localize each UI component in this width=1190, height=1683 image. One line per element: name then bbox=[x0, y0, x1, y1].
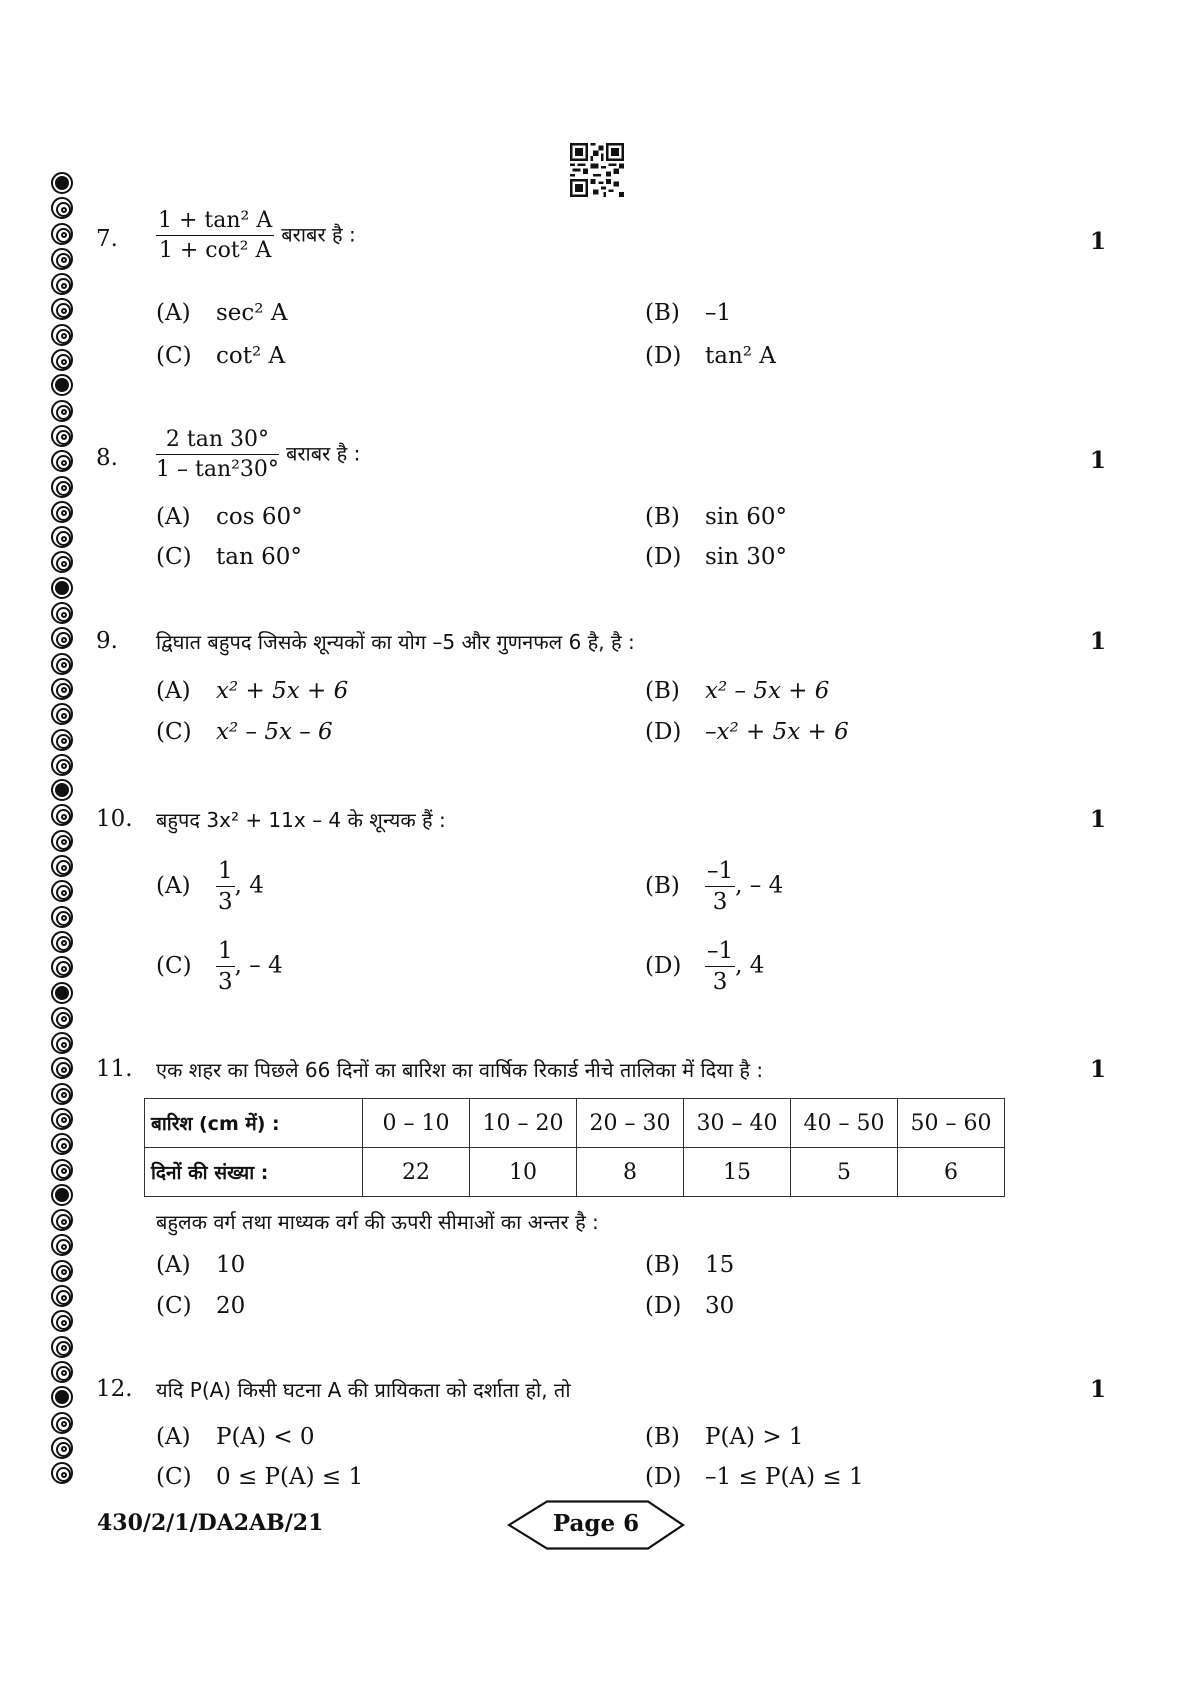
concentric-circle-icon bbox=[51, 1108, 73, 1130]
question-text: द्विघात बहुपद जिसके शून्यकों का योग –5 और गुणनफल 6 है, है : bbox=[156, 630, 635, 654]
concentric-circle-icon bbox=[51, 956, 73, 978]
option-b[interactable] bbox=[645, 678, 829, 704]
concentric-circle-icon bbox=[51, 450, 73, 472]
concentric-circle-icon bbox=[51, 1260, 73, 1282]
question-subtext: बहुलक वर्ग तथा माध्यक वर्ग की ऊपरी सीमाओं का अन्तर है : bbox=[156, 1210, 599, 1234]
option-label: (A) bbox=[156, 678, 191, 704]
concentric-circle-icon bbox=[51, 602, 73, 624]
option-text: 0 ≤ P(A) ≤ 1 bbox=[216, 1464, 364, 1490]
option-b[interactable] bbox=[645, 858, 783, 915]
option-b[interactable] bbox=[645, 1424, 804, 1450]
concentric-circle-icon bbox=[51, 1285, 73, 1307]
option-b[interactable] bbox=[645, 1252, 734, 1278]
concentric-circle-icon bbox=[51, 349, 73, 371]
option-text: P(A) > 1 bbox=[705, 1424, 804, 1450]
table-row bbox=[145, 1099, 1005, 1148]
fraction bbox=[705, 858, 735, 915]
option-text: x² – 5x – 6 bbox=[216, 719, 333, 745]
option-label: (B) bbox=[645, 300, 680, 326]
question-number: 10. bbox=[96, 806, 133, 832]
concentric-circle-icon bbox=[51, 197, 73, 219]
option-text: tan² A bbox=[705, 343, 776, 369]
question-number: 7. bbox=[96, 226, 118, 252]
fraction-numerator: 1 bbox=[216, 858, 235, 887]
question-text: एक शहर का पिछले 66 दिनों का बारिश का वार्षिक रिकार्ड नीचे तालिका में दिया है : bbox=[156, 1058, 764, 1082]
marks: 1 bbox=[1090, 1056, 1107, 1083]
option-text: 10 bbox=[216, 1252, 246, 1278]
marks: 1 bbox=[1090, 447, 1107, 474]
table-cell: 15 bbox=[684, 1148, 791, 1197]
table-cell: 10 – 20 bbox=[470, 1099, 577, 1148]
question-number: 11. bbox=[96, 1056, 133, 1082]
table-cell: 0 – 10 bbox=[363, 1099, 470, 1148]
concentric-circle-icon bbox=[51, 1437, 73, 1459]
fraction bbox=[216, 858, 235, 915]
marks: 1 bbox=[1090, 806, 1107, 833]
fraction bbox=[216, 938, 235, 995]
table-cell: 22 bbox=[363, 1148, 470, 1197]
option-label: (B) bbox=[645, 1424, 680, 1450]
concentric-circle-icon bbox=[51, 425, 73, 447]
concentric-circle-icon bbox=[51, 1057, 73, 1079]
concentric-circle-icon bbox=[51, 298, 73, 320]
qr-code bbox=[569, 143, 625, 197]
option-c[interactable] bbox=[156, 1464, 363, 1490]
page-number-badge bbox=[507, 1500, 685, 1550]
fraction-numerator: 1 bbox=[216, 938, 235, 967]
option-label: (C) bbox=[156, 952, 192, 979]
table-cell: 8 bbox=[577, 1148, 684, 1197]
filled-circle-icon bbox=[51, 577, 73, 599]
option-label: (C) bbox=[156, 1464, 192, 1490]
option-label: (A) bbox=[156, 300, 191, 326]
filled-circle-icon bbox=[51, 982, 73, 1004]
option-label: (D) bbox=[645, 1293, 682, 1319]
fraction bbox=[705, 938, 735, 995]
option-b[interactable] bbox=[645, 504, 787, 530]
table-cell: 40 – 50 bbox=[791, 1099, 898, 1148]
option-text: cos 60° bbox=[216, 504, 303, 530]
concentric-circle-icon bbox=[51, 880, 73, 902]
question-suffix: बराबर है : bbox=[285, 441, 361, 466]
table-cell: 30 – 40 bbox=[684, 1099, 791, 1148]
option-d[interactable] bbox=[645, 1464, 864, 1490]
margin-circle-strip bbox=[51, 172, 79, 1487]
option-rest: , 4 bbox=[234, 872, 264, 899]
concentric-circle-icon bbox=[51, 551, 73, 573]
option-label: (B) bbox=[645, 1252, 680, 1278]
option-text: x² – 5x + 6 bbox=[705, 678, 830, 704]
concentric-circle-icon bbox=[51, 476, 73, 498]
option-text: sin 60° bbox=[705, 504, 788, 530]
concentric-circle-icon bbox=[51, 1361, 73, 1383]
question-text: बहुपद 3x² + 11x – 4 के शून्यक हैं : bbox=[156, 808, 446, 832]
concentric-circle-icon bbox=[51, 855, 73, 877]
option-d[interactable] bbox=[645, 1293, 734, 1319]
concentric-circle-icon bbox=[51, 830, 73, 852]
question-text: यदि P(A) किसी घटना A की प्रायिकता को दर्शाता हो, तो bbox=[156, 1378, 571, 1402]
option-label: (C) bbox=[156, 719, 192, 745]
fraction-denominator: 3 bbox=[218, 889, 233, 915]
fraction-denominator: 3 bbox=[712, 969, 728, 995]
option-label: (A) bbox=[156, 872, 191, 899]
filled-circle-icon bbox=[51, 374, 73, 396]
concentric-circle-icon bbox=[51, 1083, 73, 1105]
concentric-circle-icon bbox=[51, 248, 73, 270]
concentric-circle-icon bbox=[51, 1159, 73, 1181]
question-number: 9. bbox=[96, 628, 118, 654]
fraction-numerator: 1 + tan² A bbox=[156, 208, 274, 236]
concentric-circle-icon bbox=[51, 1310, 73, 1332]
option-label: (D) bbox=[645, 343, 682, 369]
marks: 1 bbox=[1090, 1376, 1107, 1403]
table-cell: 5 bbox=[791, 1148, 898, 1197]
concentric-circle-icon bbox=[51, 1336, 73, 1358]
filled-circle-icon bbox=[51, 172, 73, 194]
paper-code: 430/2/1/DA2AB/21 bbox=[97, 1510, 324, 1536]
row-header: दिनों की संख्या : bbox=[145, 1148, 363, 1197]
option-rest: , – 4 bbox=[234, 952, 283, 979]
option-text: tan 60° bbox=[216, 544, 302, 570]
option-c[interactable] bbox=[156, 938, 283, 995]
concentric-circle-icon bbox=[51, 1412, 73, 1434]
table-cell: 50 – 60 bbox=[898, 1099, 1005, 1148]
fraction bbox=[156, 427, 279, 482]
concentric-circle-icon bbox=[51, 703, 73, 725]
concentric-circle-icon bbox=[51, 906, 73, 928]
option-label: (A) bbox=[156, 504, 191, 530]
option-c[interactable] bbox=[156, 719, 333, 745]
option-text: 30 bbox=[705, 1293, 735, 1319]
option-label: (B) bbox=[645, 504, 680, 530]
page-label: Page 6 bbox=[552, 1510, 640, 1537]
table-row bbox=[145, 1148, 1005, 1197]
table-cell: 10 bbox=[470, 1148, 577, 1197]
concentric-circle-icon bbox=[51, 501, 73, 523]
concentric-circle-icon bbox=[51, 1209, 73, 1231]
fraction-numerator: 2 tan 30° bbox=[156, 427, 279, 455]
option-text: –1 ≤ P(A) ≤ 1 bbox=[705, 1464, 864, 1490]
filled-circle-icon bbox=[51, 779, 73, 801]
concentric-circle-icon bbox=[51, 729, 73, 751]
fraction-denominator: 3 bbox=[712, 889, 728, 915]
question-suffix: बराबर है : bbox=[281, 222, 356, 247]
concentric-circle-icon bbox=[51, 526, 73, 548]
option-text: 20 bbox=[216, 1293, 246, 1319]
option-text: P(A) < 0 bbox=[216, 1424, 315, 1450]
option-label: (B) bbox=[645, 872, 680, 899]
question-text bbox=[156, 427, 360, 482]
option-text: cot² A bbox=[216, 343, 286, 369]
option-label: (D) bbox=[645, 952, 682, 979]
concentric-circle-icon bbox=[51, 400, 73, 422]
rainfall-table bbox=[144, 1098, 1005, 1197]
concentric-circle-icon bbox=[51, 273, 73, 295]
option-label: (D) bbox=[645, 1464, 682, 1490]
option-label: (C) bbox=[156, 343, 192, 369]
table-cell: 20 – 30 bbox=[577, 1099, 684, 1148]
option-d[interactable] bbox=[645, 938, 764, 995]
concentric-circle-icon bbox=[51, 653, 73, 675]
option-label: (C) bbox=[156, 544, 192, 570]
option-text: sec² A bbox=[216, 300, 288, 326]
question-text bbox=[156, 208, 356, 263]
table-cell: 6 bbox=[898, 1148, 1005, 1197]
fraction-denominator: 3 bbox=[218, 969, 233, 995]
question-number: 12. bbox=[96, 1376, 133, 1402]
concentric-circle-icon bbox=[51, 324, 73, 346]
filled-circle-icon bbox=[51, 1184, 73, 1206]
concentric-circle-icon bbox=[51, 1234, 73, 1256]
option-a[interactable] bbox=[156, 1424, 315, 1450]
fraction-numerator: –1 bbox=[705, 858, 735, 887]
option-b[interactable] bbox=[645, 300, 731, 326]
option-text: –x² + 5x + 6 bbox=[705, 719, 849, 745]
concentric-circle-icon bbox=[51, 754, 73, 776]
option-label: (B) bbox=[645, 678, 680, 704]
concentric-circle-icon bbox=[51, 223, 73, 245]
option-text: –1 bbox=[705, 300, 732, 326]
concentric-circle-icon bbox=[51, 1462, 73, 1484]
option-a[interactable] bbox=[156, 504, 303, 530]
option-a[interactable] bbox=[156, 300, 287, 326]
fraction-denominator: 1 + cot² A bbox=[158, 238, 272, 263]
option-c[interactable] bbox=[156, 1293, 245, 1319]
option-a[interactable] bbox=[156, 858, 264, 915]
option-d[interactable] bbox=[645, 719, 849, 745]
fraction bbox=[156, 208, 274, 263]
marks: 1 bbox=[1090, 628, 1107, 655]
option-a[interactable] bbox=[156, 1252, 245, 1278]
option-a[interactable] bbox=[156, 678, 348, 704]
option-rest: , 4 bbox=[735, 952, 765, 979]
option-label: (D) bbox=[645, 544, 682, 570]
option-c[interactable] bbox=[156, 544, 302, 570]
option-text: sin 30° bbox=[705, 544, 788, 570]
option-d[interactable] bbox=[645, 343, 776, 369]
question-number: 8. bbox=[96, 445, 118, 471]
marks: 1 bbox=[1090, 228, 1107, 255]
option-label: (A) bbox=[156, 1424, 191, 1450]
option-label: (A) bbox=[156, 1252, 191, 1278]
fraction-denominator: 1 – tan²30° bbox=[156, 457, 279, 482]
option-d[interactable] bbox=[645, 544, 787, 570]
concentric-circle-icon bbox=[51, 678, 73, 700]
row-header: बारिश (cm में) : bbox=[145, 1099, 363, 1148]
concentric-circle-icon bbox=[51, 1133, 73, 1155]
option-rest: , – 4 bbox=[735, 872, 784, 899]
option-text: 15 bbox=[705, 1252, 735, 1278]
filled-circle-icon bbox=[51, 1386, 73, 1408]
concentric-circle-icon bbox=[51, 1032, 73, 1054]
concentric-circle-icon bbox=[51, 627, 73, 649]
option-label: (C) bbox=[156, 1293, 192, 1319]
fraction-numerator: –1 bbox=[705, 938, 735, 967]
concentric-circle-icon bbox=[51, 931, 73, 953]
concentric-circle-icon bbox=[51, 804, 73, 826]
concentric-circle-icon bbox=[51, 1007, 73, 1029]
option-c[interactable] bbox=[156, 343, 285, 369]
option-text: x² + 5x + 6 bbox=[216, 678, 349, 704]
option-label: (D) bbox=[645, 719, 682, 745]
